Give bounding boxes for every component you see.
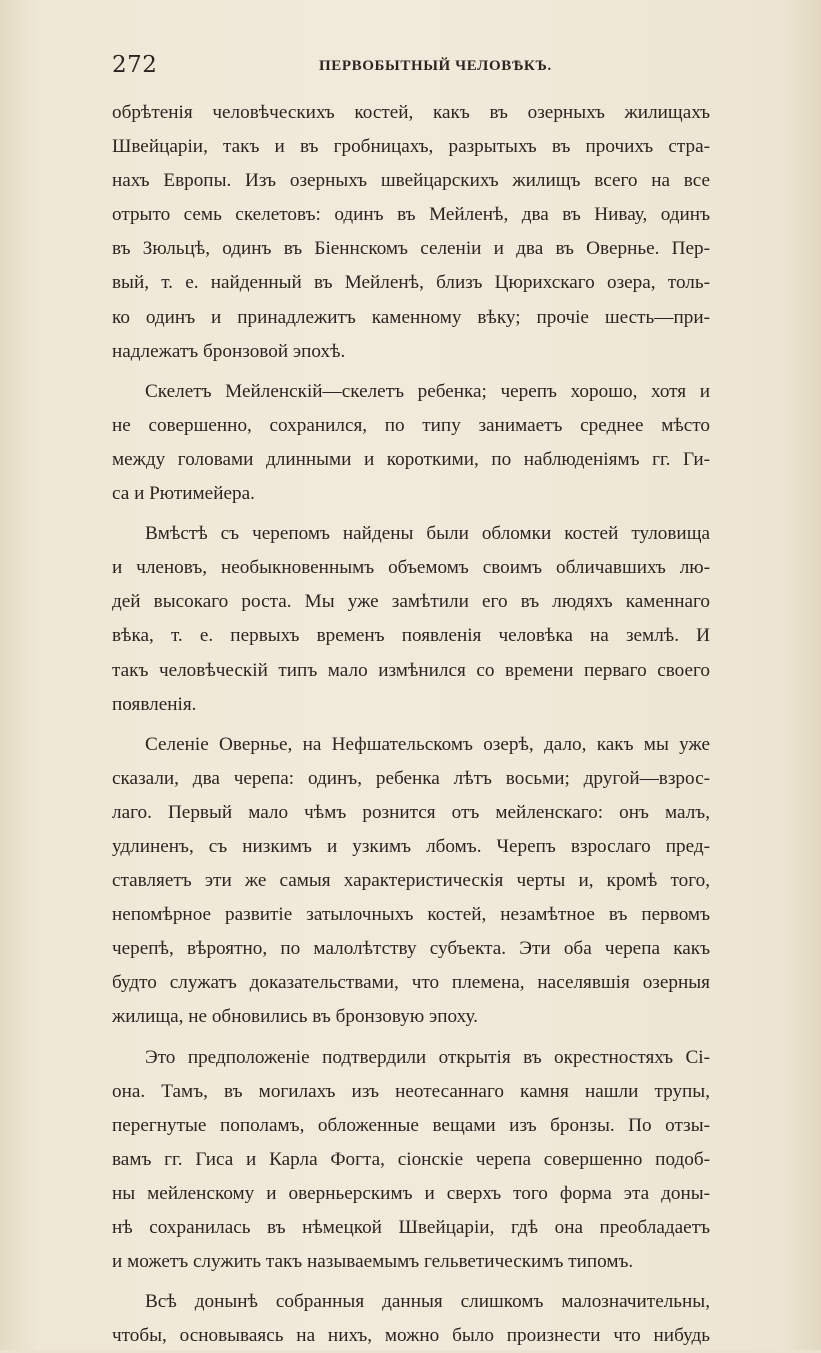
text-line: будто служатъ доказательствами, что племена, населявшія озерныя xyxy=(112,972,710,994)
text-line: вамъ гг. Гиса и Карла Фогта, сіонскіе черепа совершенно подоб- xyxy=(112,1148,710,1170)
text-line: перегнутые пополамъ, обложенные вещами изъ бронзы. По отзы- xyxy=(112,1114,710,1136)
text-line: са и Рютимейера. xyxy=(112,483,255,505)
paragraph xyxy=(112,1285,710,1353)
text-line: появленія. xyxy=(112,693,197,715)
text-line: и членовъ, необыкновеннымъ объемомъ своимъ обличавшихъ лю- xyxy=(112,557,710,579)
text-line: въ Зюльцѣ, одинъ въ Біеннскомъ селеніи и два въ Оверньe. Пер- xyxy=(112,238,710,260)
paragraph xyxy=(112,517,710,722)
text-line: сказали, два черепа: одинъ, ребенка лѣтъ восьми; другой—взрос- xyxy=(112,767,710,789)
text-line: ко одинъ и принадлежитъ каменному вѣку; прочіе шесть—при- xyxy=(112,306,710,328)
text-line: между головами длинными и короткими, по наблюденіямъ гг. Ги- xyxy=(112,448,710,470)
body-text xyxy=(112,96,710,1353)
text-line: лаго. Первый мало чѣмъ рознится отъ мейленскаго: онъ малъ, xyxy=(112,801,710,823)
page-number: 272 xyxy=(112,52,158,78)
paragraph xyxy=(112,1041,710,1280)
text-line: нахъ Европы. Изъ озерныхъ швейцарскихъ жилищъ всего на все xyxy=(112,170,710,192)
text-line: Вмѣстѣ съ черепомъ найдены были обломки костей туловища xyxy=(145,523,710,545)
text-line: Селеніе Оверньe, на Нефшательскомъ озерѣ, дало, какъ мы уже xyxy=(145,733,710,755)
text-line: Всѣ донынѣ собранныя данныя слишкомъ малозначительны, xyxy=(145,1291,710,1313)
text-line: ны мейленскому и оверньерскимъ и сверхъ того форма эта доны- xyxy=(112,1182,710,1204)
page-header xyxy=(112,52,710,82)
text-line: надлежатъ бронзовой эпохѣ. xyxy=(112,340,346,362)
text-line: нѣ сохранилась въ нѣмецкой Швейцаріи, гдѣ она преобладаетъ xyxy=(112,1217,710,1238)
text-line: обрѣтенія человѣческихъ костей, какъ въ озерныхъ жилищахъ xyxy=(112,102,710,123)
text-line: чтобы, основываясь на нихъ, можно было произнести что нибудь xyxy=(112,1325,710,1347)
text-line: не совершенно, сохранился, по типу занимаетъ среднее мѣсто xyxy=(112,414,710,436)
text-line: ставляетъ эти же самыя характеристическія черты и, кромѣ того, xyxy=(112,870,710,892)
text-line: вѣка, т. е. первыхъ временъ появленія человѣка на землѣ. И xyxy=(112,625,710,647)
paragraph xyxy=(112,728,710,1035)
text-line: отрыто семь скелетовъ: одинъ въ Мейленѣ, два въ Нивау, одинъ xyxy=(112,204,710,226)
text-line: вый, т. е. найденный въ Мейленѣ, близъ Цюрихскаго озера, толь- xyxy=(112,272,710,294)
text-line: жилища, не обновились въ бронзовую эпоху. xyxy=(112,1006,478,1028)
running-head: ПЕРВОБЫТНЫЙ ЧЕЛОВѢКЪ. xyxy=(319,58,552,74)
text-line: Это предположеніе подтвердили открытія въ окрестностяхъ Сі- xyxy=(145,1046,710,1068)
text-line: такъ человѣческій типъ мало измѣнился со времени перваго своего xyxy=(112,659,710,681)
text-line: она. Тамъ, въ могилахъ изъ неотесаннаго камня нашли трупы, xyxy=(112,1080,710,1102)
text-line: Скелетъ Мейленскій—скелетъ ребенка; черепъ хорошо, хотя и xyxy=(145,380,710,402)
text-line: и можетъ служить такъ называемымъ гельветическимъ типомъ. xyxy=(112,1251,634,1273)
paragraph xyxy=(112,375,710,511)
text-line: дей высокаго роста. Мы уже замѣтили его въ людяхъ каменнаго xyxy=(112,591,710,613)
paragraph xyxy=(112,96,710,369)
text-line: черепѣ, вѣроятно, по малолѣтству субъекта. Эти оба черепа какъ xyxy=(112,938,710,960)
text-line: непомѣрное развитіе затылочныхъ костей, незамѣтное въ первомъ xyxy=(112,904,710,926)
text-line: Швейцаріи, такъ и въ гробницахъ, разрытыхъ въ прочихъ стра- xyxy=(112,136,710,158)
text-line: удлиненъ, съ низкимъ и узкимъ лбомъ. Черепъ взрослаго пред- xyxy=(112,835,710,857)
